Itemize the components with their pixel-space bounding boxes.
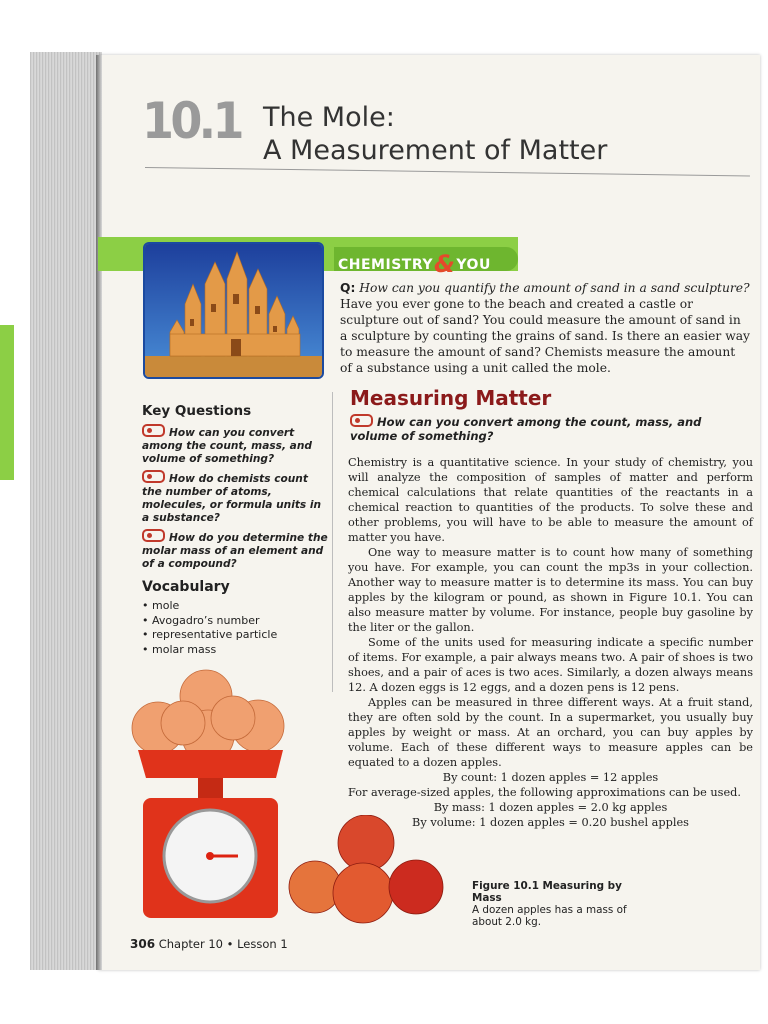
vocab-item: • mole — [142, 599, 328, 614]
key-question-1 — [142, 424, 328, 466]
paragraph-2: One way to measure matter is to count how many of something you have. For example, you can count the mp3s in your collection. Another way to measure matter is to determine its mass. You can buy apples by the kilogram or pound, as shown in Figure 10.1. You can also measure matter by volume. For instance, people buy gasoline by the liter or the gallon. — [348, 546, 753, 634]
page-number: 306 — [130, 937, 156, 951]
vocab-item: • molar mass — [142, 643, 328, 658]
column-divider — [332, 392, 333, 692]
side-green-strip — [0, 325, 14, 480]
q-prefix: Q: — [340, 281, 356, 295]
you-label: YOU — [456, 257, 491, 273]
lesson-title-line2: A Measurement of Matter — [263, 135, 608, 166]
paragraph-3: Some of the units used for measuring indicate a specific number of items. For example, a pair always means two. A pair of shoes is two shoes, and a pair of aces is two aces. Similarly, a dozen always means 12. A dozen eggs is 12 eggs, and a dozen pens is 12 pens. — [348, 636, 753, 694]
key-icon — [142, 470, 165, 483]
key-question-text: How do chemists count the number of atoms, molecules, or formula units in a substance? — [142, 473, 322, 524]
lesson-title-line1: The Mole: — [263, 102, 395, 133]
section-question-text: How can you convert among the count, mass, and volume of something? — [350, 415, 702, 443]
paragraph-1: Chemistry is a quantitative science. In your study of chemistry, you will analyze the composition of samples of matter and perform chemical calculations that relate quantities of the reactants in a chemical reaction to quantities of the products. To solve these and other problems, you will have to be able to measure the amount of matter you have. — [348, 456, 753, 544]
q-italic: How can you quantify the amount of sand in a sand sculpture? — [359, 281, 750, 295]
vocab-item: • representative particle — [142, 628, 328, 643]
equation-volume: By volume: 1 dozen apples = 0.20 bushel apples — [412, 816, 689, 829]
key-icon — [142, 529, 165, 542]
section-key-question — [350, 414, 730, 443]
vocabulary-list — [142, 599, 328, 657]
vocab-item: • Avogadro’s number — [142, 614, 328, 629]
figure-title: Figure 10.1 Measuring by Mass — [472, 880, 622, 904]
key-questions-heading: Key Questions — [142, 403, 252, 419]
lesson-title — [263, 101, 607, 167]
key-question-text: How can you convert among the count, mass, and volume of something? — [142, 427, 312, 465]
vocabulary-heading: Vocabulary — [142, 579, 230, 595]
key-question-text: How do you determine the molar mass of an element and of a compound? — [142, 532, 328, 570]
page-stack-edge — [30, 52, 102, 970]
sand-castle-image — [143, 242, 324, 379]
chemistry-label: CHEMISTRY — [338, 257, 433, 273]
figure-caption — [472, 880, 642, 928]
paragraph-4: Apples can be measured in three different ways. At a fruit stand, they are often sold by the count. In a supermarket, you usually buy apples by weight or mass. At an orchard, you can buy apples by volume. Each of these different ways to measure apples can be equated to a dozen apples. — [348, 696, 753, 769]
apple-scale-image — [128, 668, 293, 923]
apples-group-image — [288, 815, 448, 925]
approximation-text: For average-sized apples, the following approximations can be used. — [348, 786, 741, 799]
q-body: Have you ever gone to the beach and created a castle or sculpture out of sand? You could measure the amount of sand in a sculpture by counting the grains of sand. Is there an easier way to measure the amount of sand? Chemists measure the amount of a substance using a unit called the mole. — [340, 297, 750, 375]
chapter-lesson: Chapter 10 • Lesson 1 — [158, 937, 288, 951]
section-body — [348, 455, 753, 830]
chemistry-you-label — [338, 250, 491, 278]
key-questions-panel — [142, 403, 328, 657]
chemistry-you-question — [340, 280, 750, 376]
section-heading: Measuring Matter — [350, 386, 552, 410]
page-footer — [130, 937, 288, 951]
equation-mass: By mass: 1 dozen apples = 2.0 kg apples — [433, 801, 668, 814]
key-question-2 — [142, 470, 328, 525]
page-gutter-shadow — [96, 55, 102, 970]
figure-caption-text: A dozen apples has a mass of about 2.0 kg. — [472, 904, 627, 928]
equation-count: By count: 1 dozen apples = 12 apples — [442, 771, 659, 784]
key-icon — [142, 424, 165, 437]
key-question-3 — [142, 529, 328, 571]
lesson-number: 10.1 — [142, 92, 241, 150]
ampersand: & — [433, 250, 456, 278]
key-icon — [350, 414, 373, 427]
